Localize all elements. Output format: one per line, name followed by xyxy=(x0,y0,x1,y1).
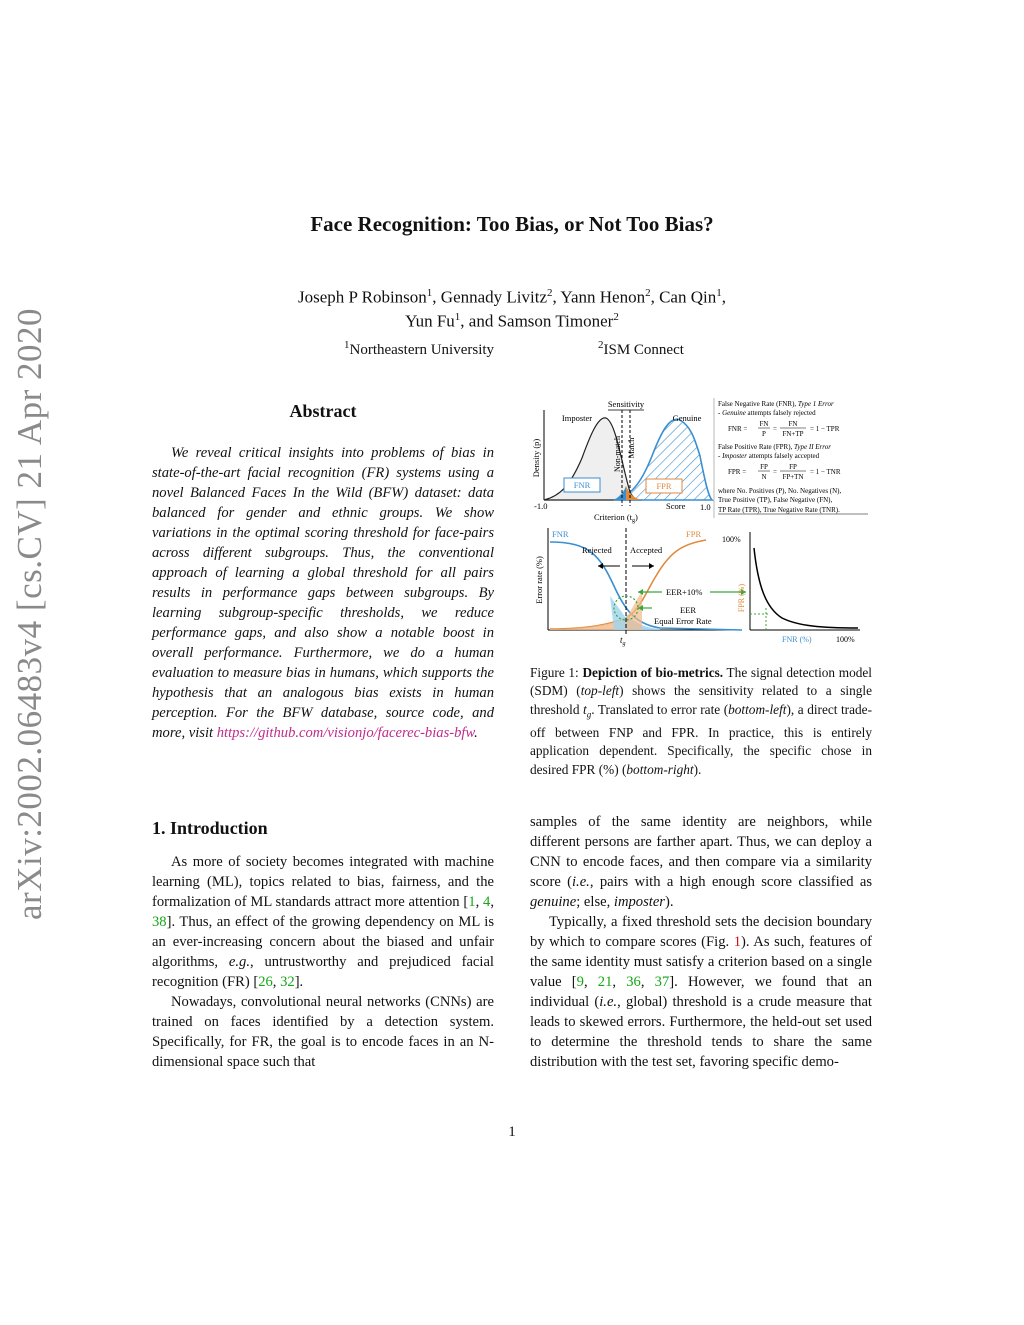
roc-x-label: FNR (%) xyxy=(782,635,812,644)
citation-link[interactable]: 36 xyxy=(626,974,641,990)
accepted-label: Accepted xyxy=(630,545,663,555)
github-link[interactable]: https://github.com/visionjo/facerec-bias-bfw xyxy=(216,725,475,741)
fpr-formula-lhs: FPR = xyxy=(728,468,747,476)
sdm-fnr-label: FNR xyxy=(573,480,591,490)
author-name: Gennady Livitz xyxy=(440,287,548,307)
sdm-match-label: Match xyxy=(627,437,636,459)
fnr-formula-lhs: FNR = xyxy=(728,425,748,433)
error-y-label: Error rate (%) xyxy=(534,556,544,604)
author-name: Can Qin xyxy=(659,287,717,307)
citation-link[interactable]: 37 xyxy=(654,974,670,990)
abstract-text: We reveal critical insights into problems of bias in state-of-the-art facial recognition (FR) systems using a novel Balanced Faces In the Wild (BFW) dataset: data balanced for gender and ethnic groups. We show variations in the optimal scoring threshold for face-pairs across different subgroups. Thus, the conventional approach of learning a global threshold for all pairs results in performance gaps between subgroups. By learning subgroup-specific thresholds, we reduce performance gaps, and also show a notable boost in overall performance. Furthermore, we do a human evaluation to measure bias in humans, which supports the hypothesis that an analogous bias exists in human perception. For the BFW database, source code, and more, visit https://github.com/visionjo/facerec-bias-bfw. xyxy=(152,445,494,741)
sdm-sensitivity-label: Sensitivity xyxy=(607,399,645,409)
fnr-definition-title: False Negative Rate (FNR), Type 1 Error xyxy=(718,400,834,408)
intro-text: As more of society becomes integrated with machine learning (ML), topics related to bias, fairness, and the formalization of ML standards attract more attention [1, 4, 38]. Thus, an effect of the growing dependency on ML is an ever-increasing concern about the biased and unfair algorithms, e.g., untrustworthy and prejudiced facial recognition (FR) [26, 32]. Nowadays, convolutional neural networks (CNNs) are trained on faces identified by a detection system. Specifically, for FR, the goal is to encode faces in an N-dimensional space such that xyxy=(152,854,494,1070)
svg-text:FN: FN xyxy=(759,420,769,428)
eer-full-label: Equal Error Rate xyxy=(654,616,712,626)
right-column-text: samples of the same identity are neighbors, while different persons are farther apart. Thus, we can deploy a CNN to encode faces, and then compare via a similarity score (i.e., pairs with a high enough score classified as genuine; else, imposter). Typically, a fixed threshold sets the decision boundary by which to compare scores (Fig. 1). As such, features of the same identity must satisfy a criterion based on a single value [9, 21, 36, 37]. However, we found that an individual (i.e., global) threshold is a crude measure that leads to skewed errors. Furthermore, the held-out set used to determine the threshold tends to share the same distribution with the test set, favoring specific demo- xyxy=(530,814,872,1070)
definitions-panel xyxy=(714,398,868,518)
svg-text:FP+TN: FP+TN xyxy=(782,473,804,481)
roc-y-label: FPR (%) xyxy=(737,583,746,613)
citation-link[interactable]: 38 xyxy=(152,914,167,930)
rejected-label: Rejected xyxy=(582,545,612,555)
svg-text:=: = xyxy=(773,425,777,433)
roc-y-max-label: 100% xyxy=(722,535,741,544)
author-list-line1: Joseph P Robinson$^1$, Gennady Livitz$^2$, Yann Henon$^2$, Can Qin$^1$, xyxy=(298,287,726,307)
abstract-heading: Abstract xyxy=(289,401,357,421)
sdm-xmax-label: 1.0 xyxy=(700,502,711,512)
author-name: Yann Henon xyxy=(560,287,646,307)
author-list-line2: Yun Fu$^1$, and Samson Timoner$^2$ xyxy=(405,311,619,331)
error-tg-label: $t_g$ xyxy=(620,635,626,647)
citation-link[interactable]: 21 xyxy=(597,974,613,990)
error-fnr-label: FNR xyxy=(552,529,569,539)
sdm-score-label: Score xyxy=(666,501,686,511)
definitions-where-1: where No. Positives (P), No. Negatives (N), xyxy=(718,487,842,495)
svg-text:FN: FN xyxy=(788,420,798,428)
eer10-label: EER+10% xyxy=(666,587,703,597)
citation-link[interactable]: 26 xyxy=(258,974,273,990)
roc-x-max-label: 100% xyxy=(836,635,855,644)
sdm-xmin-label: -1.0 xyxy=(534,501,548,511)
error-fpr-label: FPR xyxy=(686,529,702,539)
figure-reference-link[interactable]: 1 xyxy=(733,934,742,950)
svg-text:= 1 − TPR: = 1 − TPR xyxy=(810,425,840,433)
error-rate-panel xyxy=(534,528,746,647)
citation-link[interactable]: 9 xyxy=(576,974,584,990)
citation-link[interactable]: 4 xyxy=(483,894,491,910)
sdm-fpr-label: FPR xyxy=(656,481,672,491)
definitions-where-2: True Positive (TP), False Negative (FN), xyxy=(718,496,833,504)
fnr-definition-desc: - Genuine attempts falsely rejected xyxy=(718,409,816,417)
svg-text:=: = xyxy=(773,468,777,476)
fnr-curve xyxy=(550,542,742,630)
fpr-definition-desc: - Imposter attempts falsely accepted xyxy=(718,452,820,460)
fpr-definition-title: False Positive Rate (FPR), Type II Error xyxy=(718,443,831,451)
eer-label: EER xyxy=(680,605,697,615)
svg-text:P: P xyxy=(762,430,766,438)
fpr-fnr-panel xyxy=(722,532,860,644)
sdm-criterion-label: Criterion $(t_g)$ xyxy=(594,512,638,524)
paper-title: Face Recognition: Too Bias, or Not Too Bias? xyxy=(310,212,714,236)
section-heading: 1. Introduction xyxy=(152,818,268,838)
page-number: 1 xyxy=(508,1124,516,1140)
sdm-genuine-label: Genuine xyxy=(672,413,702,423)
author-name: Yun Fu xyxy=(405,311,455,331)
affiliation: $^2$ISM Connect xyxy=(598,339,684,358)
svg-text:N: N xyxy=(761,473,767,481)
arxiv-identifier: arXiv:2002.06483v4 [cs.CV] 21 Apr 2020 xyxy=(10,307,49,920)
svg-text:= 1 − TNR: = 1 − TNR xyxy=(810,468,841,476)
definitions-where-3: TP Rate (TPR), True Negative Rate (TNR). xyxy=(718,506,840,514)
sdm-imposter-label: Imposter xyxy=(561,413,593,423)
sdm-y-label: Density (p) xyxy=(531,438,541,478)
svg-text:FN+TP: FN+TP xyxy=(782,430,804,438)
figure-caption: Figure 1: Depiction of bio-metrics. The signal detection model (SDM) (top-left) shows the sensitivity related to a single threshold $t_g$. Translated to error rate (bottom-left), a direct trade-off between FNP and FPR. In practice, this is entirely application dependent. Specifically, the specific chose in desired FPR (%) (bottom-right). xyxy=(530,665,872,777)
author-name: Joseph P Robinson xyxy=(298,287,427,307)
sdm-nonmatch-label: Non-match xyxy=(613,436,622,472)
citation-link[interactable]: 1 xyxy=(468,894,476,910)
svg-text:FP: FP xyxy=(789,463,797,471)
svg-text:FP: FP xyxy=(760,463,768,471)
citation-link[interactable]: 32 xyxy=(280,974,295,990)
figure-biometrics xyxy=(530,396,875,652)
tradeoff-curve xyxy=(754,548,858,628)
author-name: Samson Timoner xyxy=(497,311,614,331)
sdm-panel xyxy=(531,399,712,524)
affiliation: $^1$Northeastern University xyxy=(344,339,495,358)
